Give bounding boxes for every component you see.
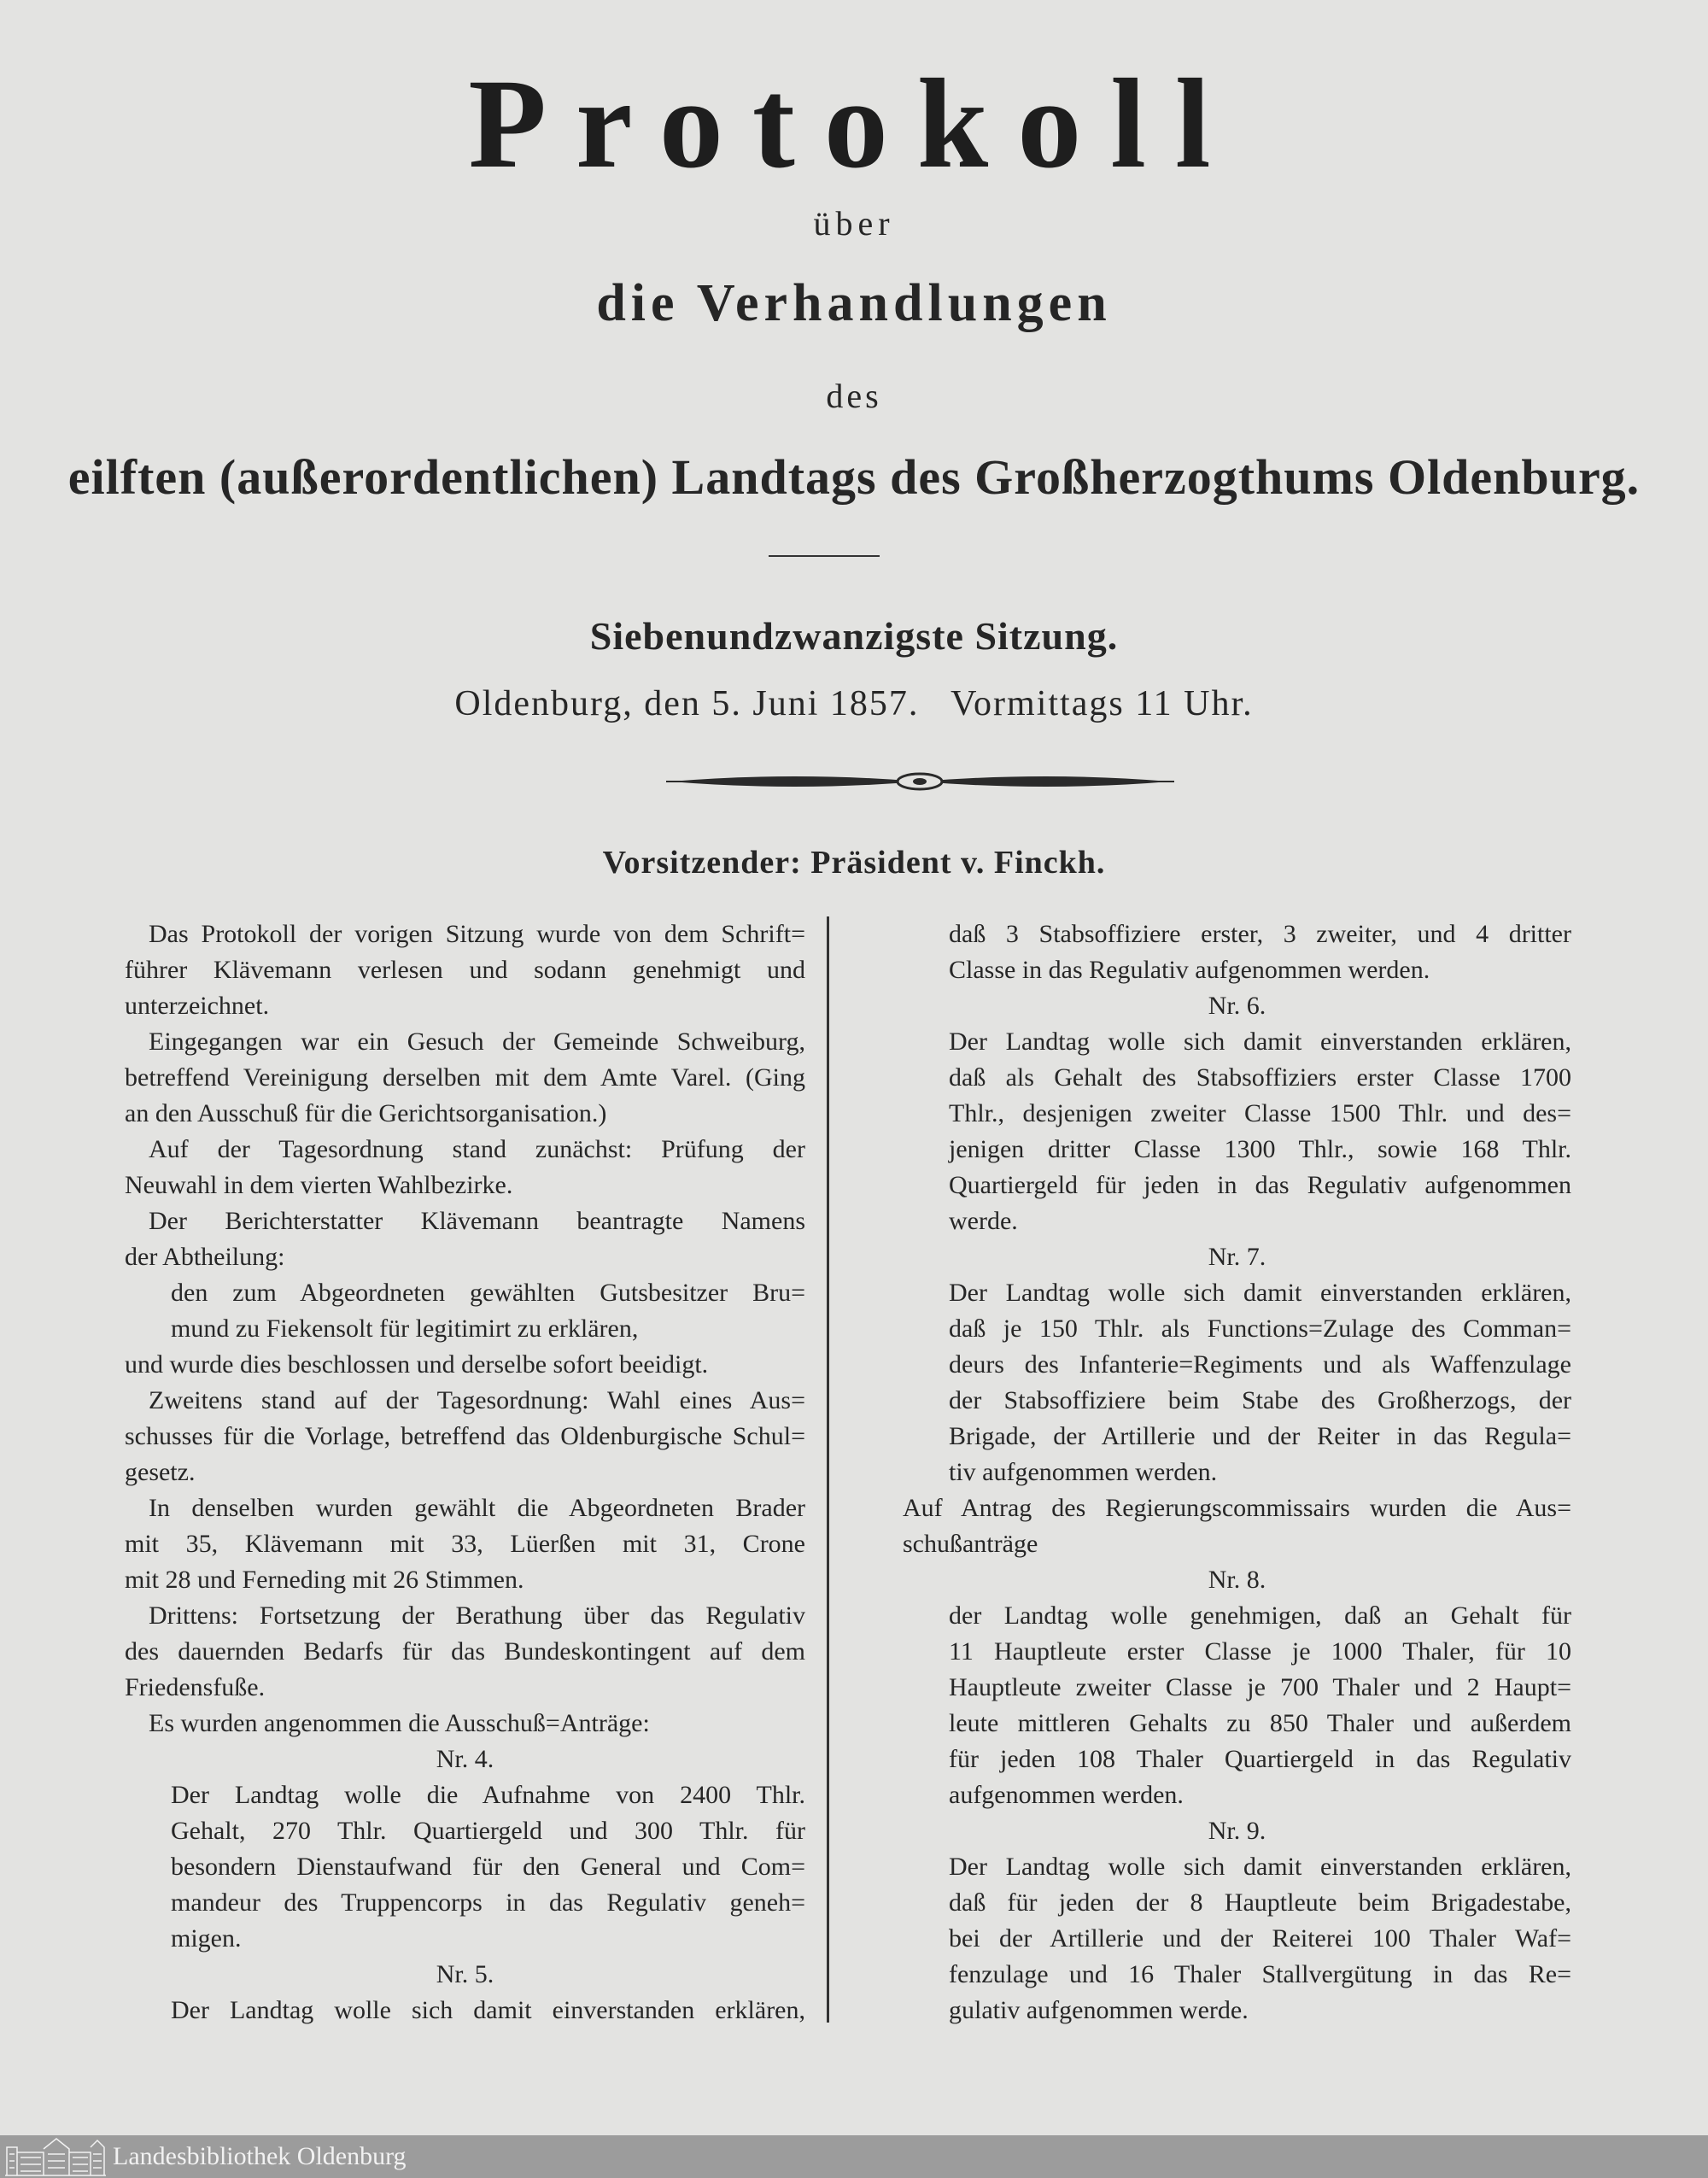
chair-line: Vorsitzender: Präsident v. Finckh.	[602, 845, 1106, 881]
text-line: Drittens: Fortsetzung der Berathung über das Regulativ	[149, 1601, 805, 1630]
paragraph	[903, 1598, 1571, 1813]
text-line: Thlr., desjenigen zweiter Classe 1500 Thlr. und des=	[949, 1099, 1571, 1127]
text-line: Auf der Tagesordnung stand zunächst: Prüfung der	[149, 1135, 805, 1163]
text-line: Neuwahl in dem vierten Wahlbezirke.	[125, 1171, 513, 1199]
text-line: In denselben wurden gewählt die Abgeordneten Brader	[149, 1494, 805, 1522]
paragraph	[903, 1024, 1571, 1239]
item-number-heading	[903, 1813, 1571, 1849]
text-line: Nr. 8.	[1208, 1566, 1266, 1594]
paragraph	[125, 1706, 805, 1742]
text-line: den zum Abgeordneten gewählten Gutsbesitzer Bru=	[171, 1279, 805, 1307]
text-line: Friedensfuße.	[125, 1673, 266, 1701]
text-line: Nr. 7.	[1208, 1243, 1266, 1271]
text-line: gesetz.	[125, 1458, 196, 1486]
text-line: führer Klävemann verlesen und sodann genehmigt und	[125, 956, 805, 984]
text-line: Der Berichterstatter Klävemann beantragte Namens	[149, 1207, 805, 1235]
text-line: betreffend Vereinigung derselben mit dem Amte Varel. (Ging	[125, 1063, 805, 1092]
text-line: deurs des Infanterie=Regiments und als Waffenzulage	[949, 1350, 1571, 1379]
text-line: des dauernden Bedarfs für das Bundeskontingent auf dem	[125, 1637, 805, 1666]
text-line: tiv aufgenommen werden.	[949, 1458, 1218, 1486]
item-number-heading	[125, 1742, 805, 1777]
footer-label: Landesbibliothek Oldenburg	[113, 2142, 407, 2170]
text-line: der Landtag wolle genehmigen, daß an Gehalt für	[949, 1601, 1571, 1630]
paragraph	[125, 916, 805, 1024]
paragraph	[125, 1203, 805, 1275]
session-heading: Siebenundzwanzigste Sitzung.	[589, 614, 1119, 658]
text-line: Der Landtag wolle sich damit einverstanden erklären,	[949, 1853, 1571, 1881]
paragraph	[125, 1598, 805, 1706]
paragraph	[125, 1275, 805, 1347]
paragraph	[125, 1383, 805, 1490]
text-line: migen.	[171, 1924, 242, 1953]
text-line: daß als Gehalt des Stabsoffiziers erster Classe 1700	[949, 1063, 1571, 1092]
text-line: Classe in das Regulativ aufgenommen werden.	[949, 956, 1430, 984]
text-line: Es wurden angenommen die Ausschuß=Anträge:	[149, 1709, 650, 1737]
footer-bar	[0, 2135, 1708, 2178]
paragraph	[125, 1490, 805, 1598]
text-line: mit 28 und Ferneding mit 26 Stimmen.	[125, 1566, 524, 1594]
paragraph	[903, 1275, 1571, 1490]
text-line: für jeden 108 Thaler Quartiergeld in das Regulativ	[949, 1745, 1571, 1773]
document-subtitle: eilften (außerordentlichen) Landtags des Großherzogthums Oldenburg.	[67, 449, 1641, 505]
text-line: fenzulage und 16 Thaler Stallvergütung in das Re=	[949, 1960, 1571, 1988]
paragraph	[125, 1993, 805, 2029]
paragraph	[903, 1490, 1571, 1562]
text-line: Der Landtag wolle sich damit einverstanden erklären,	[949, 1028, 1571, 1056]
title-negotiations: die Verhandlungen	[596, 274, 1112, 332]
library-building-icon	[5, 2137, 106, 2176]
text-line: mund zu Fiekensolt für legitimirt zu erklären,	[171, 1314, 639, 1343]
text-line: Nr. 6.	[1208, 992, 1266, 1020]
column-divider	[827, 916, 829, 2023]
text-line: aufgenommen werden.	[949, 1781, 1184, 1809]
text-line: Eingegangen war ein Gesuch der Gemeinde Schweiburg,	[149, 1028, 805, 1056]
dateline: Oldenburg, den 5. Juni 1857. Vormittags 11 Uhr.	[454, 684, 1254, 723]
left-column	[125, 916, 805, 2029]
paragraph	[125, 1024, 805, 1132]
text-line: der Stabsoffiziere beim Stabe des Großherzogs, der	[949, 1386, 1571, 1414]
paragraph	[903, 1849, 1571, 2029]
item-number-heading	[903, 1239, 1571, 1275]
text-line: Nr. 4.	[436, 1745, 494, 1773]
text-line: werde.	[949, 1207, 1018, 1235]
text-line: besondern Dienstaufwand für den General und Com=	[171, 1853, 805, 1881]
text-line: Gehalt, 270 Thlr. Quartiergeld und 300 Thlr. für	[171, 1817, 805, 1845]
title-rule	[769, 555, 880, 557]
text-line: Nr. 5.	[436, 1960, 494, 1988]
item-number-heading	[125, 1957, 805, 1993]
text-line: daß je 150 Thlr. als Functions=Zulage des Comman=	[949, 1314, 1571, 1343]
text-line: leute mittleren Gehalts zu 850 Thaler und außerdem	[949, 1709, 1571, 1737]
text-line: Nr. 9.	[1208, 1817, 1266, 1845]
paragraph	[125, 1347, 805, 1383]
text-line: Zweitens stand auf der Tagesordnung: Wahl eines Aus=	[149, 1386, 805, 1414]
text-line: jenigen dritter Classe 1300 Thlr., sowie 168 Thlr.	[949, 1135, 1571, 1163]
item-number-heading	[903, 1562, 1571, 1598]
text-line: daß für jeden der 8 Hauptleute beim Brigadestabe,	[949, 1888, 1571, 1917]
title-over: über	[813, 204, 895, 243]
text-line: daß 3 Stabsoffiziere erster, 3 zweiter, und 4 dritter	[949, 920, 1571, 948]
text-line: schußanträge	[903, 1530, 1038, 1558]
paragraph	[125, 1132, 805, 1203]
text-line: schusses für die Vorlage, betreffend das Oldenburgische Schul=	[125, 1422, 805, 1450]
text-line: bei der Artillerie und der Reiterei 100 Thaler Waf=	[949, 1924, 1571, 1953]
text-line: Auf Antrag des Regierungscommissairs wurden die Aus=	[903, 1494, 1571, 1522]
text-line: der Abtheilung:	[125, 1243, 285, 1271]
text-line: mandeur des Truppencorps in das Regulativ geneh=	[171, 1888, 805, 1917]
title-of: des	[826, 377, 882, 415]
text-line: gulativ aufgenommen werde.	[949, 1996, 1249, 2024]
text-line: Das Protokoll der vorigen Sitzung wurde von dem Schrift=	[149, 920, 805, 948]
text-line: Brigade, der Artillerie und der Reiter in das Regula=	[949, 1422, 1571, 1450]
text-line: mit 35, Klävemann mit 33, Lüerßen mit 31, Crone	[125, 1530, 805, 1558]
text-line: Hauptleute zweiter Classe je 700 Thaler und 2 Haupt=	[949, 1673, 1571, 1701]
text-line: 11 Hauptleute erster Classe je 1000 Thaler, für 10	[949, 1637, 1571, 1666]
text-line: und wurde dies beschlossen und derselbe sofort beeidigt.	[125, 1350, 709, 1379]
text-line: unterzeichnet.	[125, 992, 270, 1020]
document-title: Protokoll	[468, 53, 1240, 195]
text-line: Quartiergeld für jeden in das Regulativ aufgenommen	[949, 1171, 1571, 1199]
right-column	[903, 916, 1571, 2029]
text-line: Der Landtag wolle sich damit einverstanden erklären,	[171, 1996, 805, 2024]
text-line: Der Landtag wolle sich damit einverstanden erklären,	[949, 1279, 1571, 1307]
text-line: Der Landtag wolle die Aufnahme von 2400 Thlr.	[171, 1781, 805, 1809]
paragraph	[125, 1777, 805, 1957]
item-number-heading	[903, 988, 1571, 1024]
text-line: an den Ausschuß für die Gerichtsorganisation.)	[125, 1099, 607, 1127]
ornament-divider	[666, 764, 1174, 799]
paragraph	[903, 916, 1571, 988]
